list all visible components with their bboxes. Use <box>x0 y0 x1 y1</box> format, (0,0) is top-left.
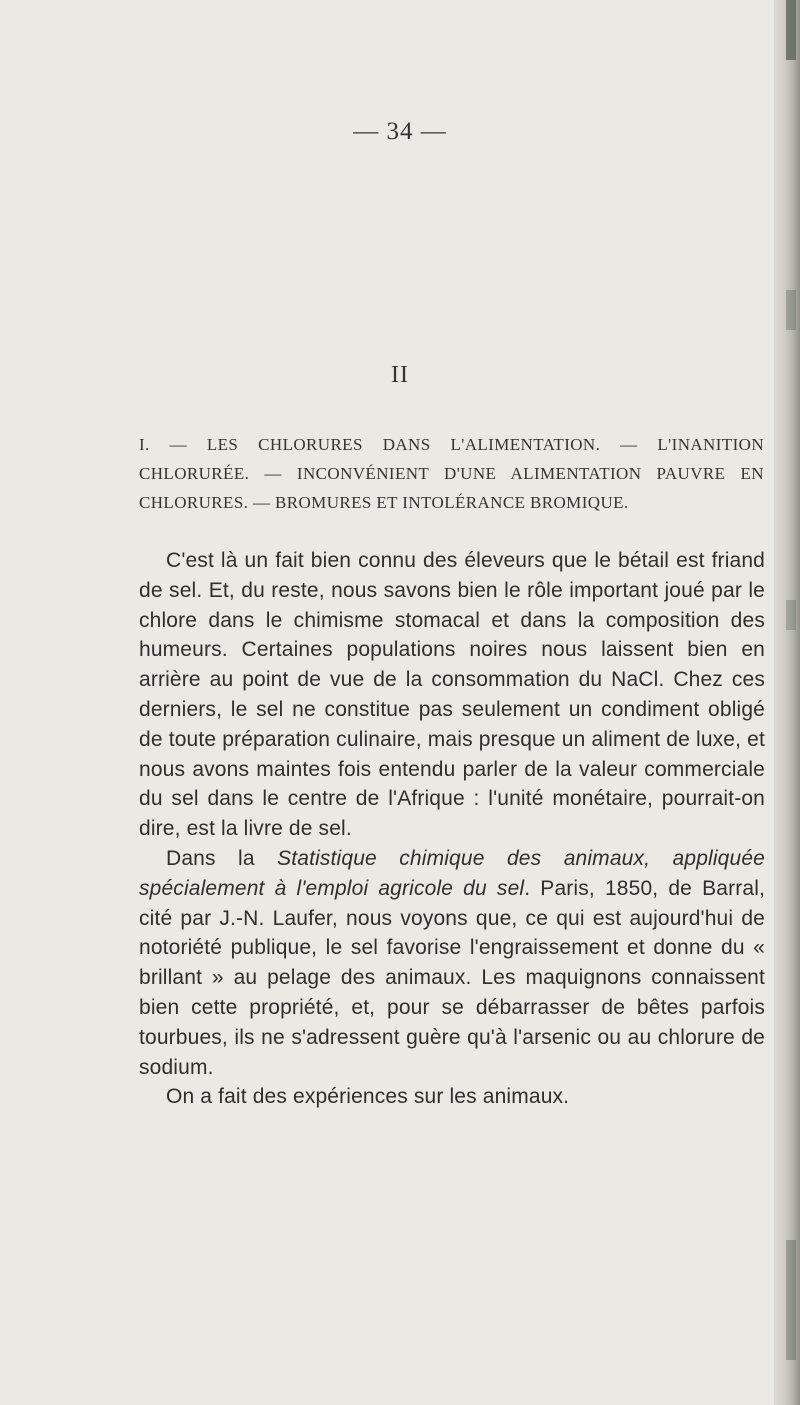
edge-mark <box>786 1240 796 1360</box>
page-edge-shadow <box>774 0 800 1405</box>
body-text <box>139 546 765 1112</box>
paragraph-text: . Paris, 1850, de Barral, cité par J.-N. Laufer, nous voyons que, ce qui est aujourd'hui de notoriété publique, le sel favorise l'engraissement et donne du « brillant » au pelage des animaux. Les maquignons connaissent bien cette propriété, et, pour se débarrasser de bêtes parfois tourbues, ils ne s'adressent guère qu'à l'arsenic ou au chlorure de sodium. <box>139 876 765 1079</box>
paragraph <box>139 844 765 1082</box>
edge-mark <box>786 0 796 60</box>
section-summary: I. — LES CHLORURES DANS L'ALIMENTATION. — L'INANITION CHLORURÉE. — INCONVÉNIENT D'UNE ALIMENTATION PAUVRE EN CHLORURES. — BROMURES ET INTOLÉRANCE BROMIQUE. <box>139 435 764 512</box>
cited-work-title: Statistique chimique des animaux, appliquée spécialement à l'emploi agricole du sel <box>139 846 765 900</box>
edge-mark <box>786 290 796 330</box>
paragraph-text: Dans la <box>166 846 278 870</box>
paragraph: On a fait des expériences sur les animaux. <box>166 1085 570 1109</box>
paragraph: C'est là un fait bien connu des éleveurs que le bétail est friand de sel. Et, du reste, nous savons bien le rôle important joué par le chlore dans le chimisme stomacal et dans la composition des humeurs. Certaines populations noires nous laissent bien en arrière au point de vue de la consommation du NaCl. Chez ces derniers, le sel ne constitue pas seulement un condiment obligé de toute préparation culinaire, mais presque un aliment de luxe, et nous avons maintes fois entendu parler de la valeur commerciale du sel dans le centre de l'Afrique : l'unité monétaire, pourrait-on dire, est la livre de sel. <box>139 549 765 841</box>
section-numeral: II <box>391 362 409 388</box>
edge-mark <box>786 600 796 630</box>
page-number: — 34 — <box>353 118 447 145</box>
